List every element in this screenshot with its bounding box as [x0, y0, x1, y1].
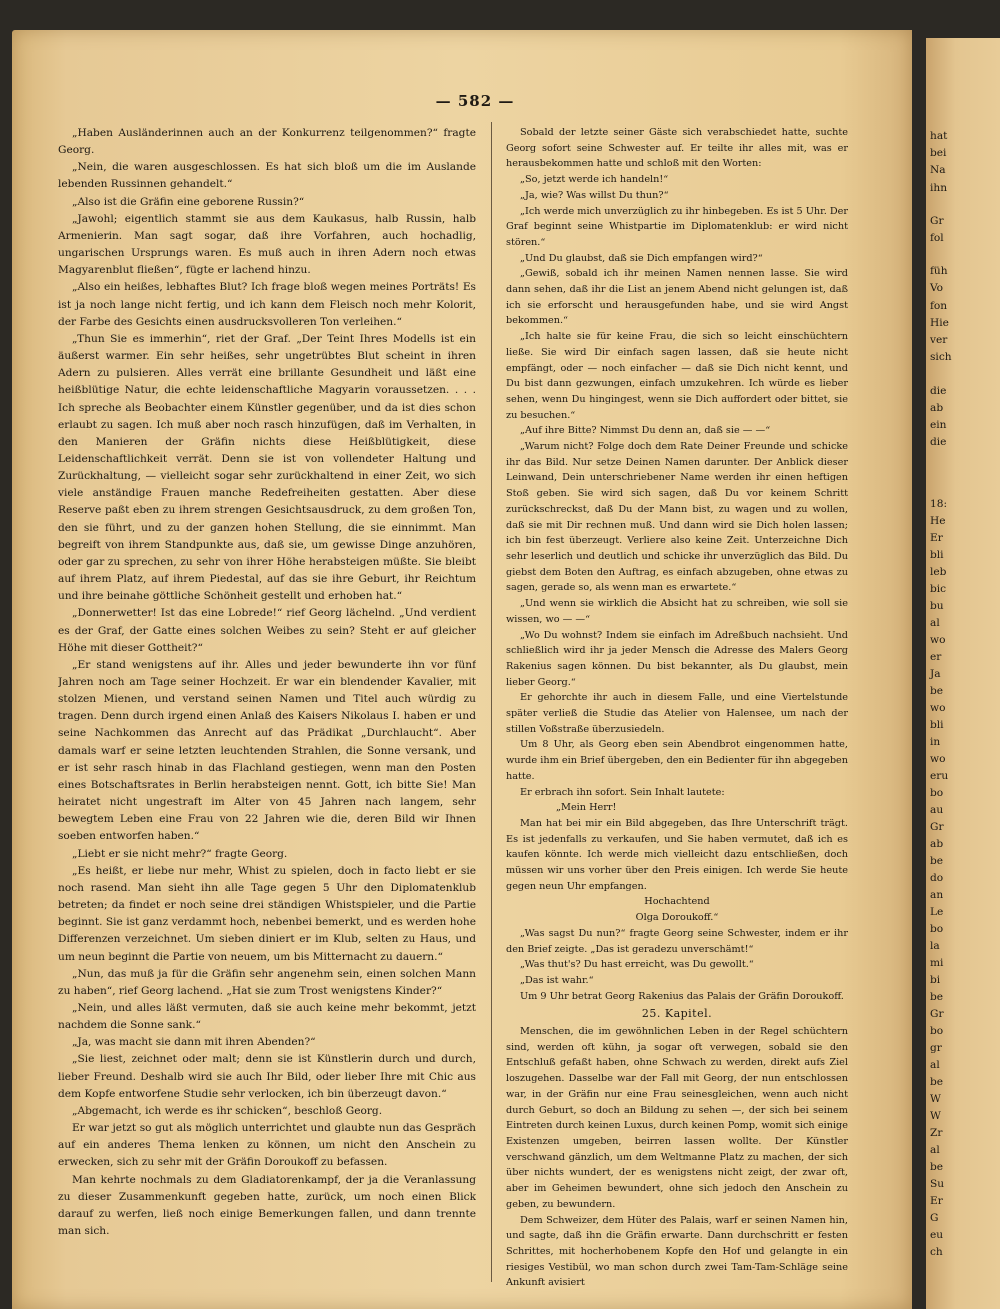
paragraph: „Sie liest, zeichnet oder malt; denn sie ist Künstlerin durch und durch, lieber Freund. Deshalb wird sie auch Ihr Bild, oder lieber Ihre mit Chic aus dem Kopfe entworfene Studie sehr verlocken, ich bin überzeugt davon.“ — [58, 1053, 476, 1100]
next-page-fragment: bo — [930, 787, 944, 799]
paragraph: „Also ein heißes, lebhaftes Blut? Ich frage bloß wegen meines Porträts! Es ist ja noch lange nicht fertig, und ich kann dem Fleisch noch mehr Kolorit, der Farbe des Gesichts einen ausdrucksvolleren Ton verleihen.“ — [58, 281, 476, 328]
next-page-fragment: bli — [930, 549, 944, 561]
paragraph: Dem Schweizer, dem Hüter des Palais, warf er seinen Namen hin, und sagte, daß ihn die Gräfin erwarte. Dann durchschritt er festen Schrittes, mit hocherhobenem Kopfe den Hof und gelangte in ein riesiges Vestibül, wo man schon durch zwei Tam-Tam-Schläge seine Ankunft avisiert — [506, 1214, 848, 1289]
next-page-fragment: wo — [930, 702, 946, 714]
paragraph: Man kehrte nochmals zu dem Gladiatorenkampf, der ja die Veranlassung zu dieser Zusammenkunft gegeben hatte, zurück, um noch einen Blick darauf zu werfen, ließ noch einige Bemerkungen fallen, und dann trennte man sich. — [58, 1173, 476, 1237]
next-page-fragment: eu — [930, 1229, 944, 1241]
next-page-fragment: Gr — [930, 1008, 944, 1020]
next-page-fragment: bei — [930, 147, 947, 159]
paragraph: Er erbrach ihn sofort. Sein Inhalt lautete: — [520, 786, 725, 798]
next-page-fragment: sich — [930, 351, 952, 363]
column-divider — [491, 122, 492, 1282]
next-page-edge — [926, 38, 1000, 1309]
next-page-fragment: be — [930, 1076, 944, 1088]
next-page-fragment: wo — [930, 634, 946, 646]
page-number: — 582 — — [435, 92, 515, 110]
next-page-fragment: do — [930, 872, 944, 884]
paragraph: „Das ist wahr.“ — [520, 974, 594, 986]
paragraph: „So, jetzt werde ich handeln!“ — [520, 174, 669, 186]
next-page-fragment: ch — [930, 1246, 943, 1258]
paragraph: „Abgemacht, ich werde es ihr schicken“, beschloß Georg. — [72, 1104, 383, 1117]
next-page-fragment: leb — [930, 566, 947, 578]
next-page-fragment: hat — [930, 130, 948, 142]
next-page-fragment: Na — [930, 164, 946, 176]
paragraph: „Wo Du wohnst? Indem sie einfach im Adreßbuch nachsieht. Und schließlich wird ihr ja jeder Mensch die Adresse des Malers Georg Rakenius sagen können. Du bist bekannter, als Du glaubst, mein lieber Georg.“ — [506, 629, 848, 688]
chapter-heading: 25. Kapitel. — [641, 1007, 713, 1021]
next-page-fragment: in — [930, 736, 941, 748]
letter-signature: Olga Doroukoff.“ — [635, 912, 719, 924]
next-page-fragment: Ja — [930, 668, 941, 680]
paragraph: Er war jetzt so gut als möglich unterrichtet und glaubte nun das Gespräch auf ein anderes Thema lenken zu können, um nicht den Anschein zu erwecken, sich zu sehr mit der Gräfin Doroukoff zu befassen. — [58, 1122, 476, 1169]
next-page-fragment: la — [930, 940, 940, 952]
next-page-fragment: füh — [930, 265, 948, 277]
next-page-fragment: mi — [930, 957, 944, 969]
next-page-fragment: Er — [930, 1195, 943, 1207]
paragraph: „Und Du glaubst, daß sie Dich empfangen wird?“ — [520, 252, 763, 264]
next-page-fragment: fol — [930, 232, 944, 244]
paragraph: „Was thut's? Du hast erreicht, was Du gewollt.“ — [520, 959, 754, 971]
paragraph: Sobald der letzte seiner Gäste sich verabschiedet hatte, suchte Georg sofort seine Schwester auf. Er teilte ihr alles mit, was er herausbekommen hatte und schloß mit den Worten: — [506, 127, 848, 170]
next-page-fragment: Zr — [930, 1127, 943, 1139]
next-page-fragment: bi — [930, 974, 941, 986]
paragraph: „Gewiß, sobald ich ihr meinen Namen nennen lasse. Sie wird dann sehen, daß ihr die List an jenem Abend nicht gelungen ist, daß ich sie erforscht und herausgefunden habe, und sie wird Angst bekommen.“ — [506, 268, 848, 327]
next-page-fragment: He — [930, 515, 946, 527]
next-page-fragment: Su — [930, 1178, 945, 1190]
next-page-fragment: ein — [930, 419, 947, 431]
next-page-fragment: W — [930, 1110, 941, 1122]
right-column — [506, 125, 848, 1290]
paragraph: „Liebt er sie nicht mehr?“ fragte Georg. — [72, 847, 288, 860]
next-page-fragment: eru — [930, 770, 949, 782]
next-page-fragment: ihn — [930, 182, 948, 194]
right-paragraphs-after-letter — [506, 926, 848, 1005]
paragraph: „Nein, die waren ausgeschlossen. Es hat sich bloß um die im Auslande lebenden Russinnen gehandelt.“ — [58, 161, 476, 191]
paragraph: Er gehorchte ihr auch in diesem Falle, und eine Viertelstunde später verließ die Studie das Atelier von Halensee, um nach der stillen Voßstraße überzusiedeln. — [506, 692, 848, 735]
next-page-fragment: be — [930, 1161, 944, 1173]
next-page-fragment: au — [930, 804, 944, 816]
next-page-fragment: Hie — [930, 317, 949, 329]
letter-salutation: „Mein Herr! — [556, 802, 617, 814]
paragraph: „Warum nicht? Folge doch dem Rate Deiner Freunde und schicke ihr das Bild. Nur setze Deinen Namen darunter. Der Anblick dieser Leinwand, Dein unterschriebener Name werden ihr einen heftigen Stoß geben. Sie wird sich sagen, daß Du vor keinem Schritt zurückschreckst, daß Du der Mann bist, zu wagen und zu wollen, daß sie mit Dir rechnen muß. Und dann wird sie Dich holen lassen; ich bin fest überzeugt. Verliere also keine Zeit. Unterzeichne Dich sehr leserlich und deutlich und schicke ihr unverzüglich das Bild. Du giebst dem Boten den Auftrag, es einfach abzugeben, ohne etwas zu sagen, gerade so, als wenn man es erwartete.“ — [506, 441, 848, 594]
paragraph: „Es heißt, er liebe nur mehr, Whist zu spielen, doch in facto liebt er sie noch rasend. Man sieht ihn alle Tage gegen 5 Uhr den Diplomatenklub betreten; da findet er noch seine drei ständigen Whistspieler, und die Partie beginnt. Sie ist ganz verdammt hoch, nebenbei bemerkt, und es werden hohe Differenzen verzeichnet. Um sieben diniert er im Klub, selten zu Haus, und um neun beginnt die Partie von neuem, um bis Mitternacht zu dauern.“ — [58, 864, 476, 963]
next-page-fragment: ab — [930, 402, 944, 414]
paragraph: Um 9 Uhr betrat Georg Rakenius das Palais der Gräfin Doroukoff. — [520, 990, 844, 1002]
next-page-fragment: Vo — [930, 282, 944, 294]
paragraph: „Ja, was macht sie dann mit ihren Abenden?“ — [72, 1036, 316, 1049]
next-page-fragment: Gr — [930, 821, 944, 833]
next-page-fragment: die — [930, 385, 947, 397]
paragraph: „Er stand wenigstens auf ihr. Alles und jeder bewunderte ihn vor fünf Jahren noch am Tage seiner Hochzeit. Er war ein blendender Kavalier, mit stolzen Mienen, und verstand seinen Namen und Titel auch würdig zu tragen. Denn durch irgend einen Anlaß des Kaisers Nikolaus I. haben er und seine Nachkommen das Anrecht auf das Prädikat „Durchlaucht“. Aber damals warf er seine letzten leuchtenden Strahlen, die Sonne versank, und er ist sehr rasch hinab in das Flachland gestiegen, wenn man den Posten eines Botschaftsrates in Berlin herabsteigen nennt. Gott, ich bitte Sie! Man heiratet nicht ungestraft im Alter von 45 Jahren nach langem, sehr bewegtem Leben eine Frau von 22 Jahren wie die, deren Bild wir Ihnen soeben entworfen haben.“ — [58, 658, 476, 843]
paragraph: Menschen, die im gewöhnlichen Leben in der Regel schüchtern sind, werden oft kühn, ja sogar oft verwegen, sobald sie den Entschluß gefaßt haben, ohne Schwach zu werden, direkt aufs Ziel loszugehen. Dasselbe war der Fall mit Georg, der nun entschlossen war, in der Gräfin nur eine Frau seinesgleichen, wenn auch nicht durch Geburt, so doch an Bildung zu sehen —, der sich bei seinem Eintreten durch keinen Luxus, durch keinen Pomp, womit sich einige Existenzen umgeben, beirren lassen wollte. Der Künstler verschwand gänzlich, um dem Weltmanne Platz zu machen, der sich über nichts wundert, der es wenigstens nicht zeigt, der zwar oft, aber im Geheimen bewundert, ohne sich jedoch den Anschein zu geben, zu bewundern. — [506, 1026, 848, 1210]
next-page-fragment: gr — [930, 1042, 942, 1054]
next-page-fragment: Le — [930, 906, 944, 918]
letter — [506, 800, 848, 926]
next-page-fragment: bo — [930, 923, 944, 935]
next-page-fragment: an — [930, 889, 944, 901]
next-page-fragment: be — [930, 991, 944, 1003]
next-page-fragment: ab — [930, 838, 944, 850]
paragraph: „Ja, wie? Was willst Du thun?“ — [520, 189, 669, 201]
paragraph: „Donnerwetter! Ist das eine Lobrede!“ rief Georg lächelnd. „Und verdient es der Graf, der Gatte eines solchen Weibes zu sein? Steht er auf gleicher Höhe mit dieser Gottheit?“ — [58, 607, 476, 654]
paragraph: „Jawohl; eigentlich stammt sie aus dem Kaukasus, halb Russin, halb Armenierin. Man sagt sogar, daß ihre Vorfahren, auch hochadlig, ungarischen Ursprungs waren. Es muß auch in ihren Adern noch etwas Magyarenblut fließen“, fügte er lachend hinzu. — [58, 212, 476, 277]
next-page-fragment: al — [930, 617, 940, 629]
letter-closing: Hochachtend — [644, 896, 710, 908]
next-page-fragment: be — [930, 855, 944, 867]
next-page-fragment: wo — [930, 753, 946, 765]
next-page-fragment: be — [930, 685, 944, 697]
paragraph: „Also ist die Gräfin eine geborene Russin?“ — [72, 195, 305, 208]
paragraph: Um 8 Uhr, als Georg eben sein Abendbrot eingenommen hatte, wurde ihm ein Brief übergeben, den ein Bedienter für ihn abgegeben hatte. — [506, 739, 848, 782]
next-page-fragment: Er — [930, 532, 943, 544]
next-page-fragment: bic — [930, 583, 947, 595]
paragraph: „Nun, das muß ja für die Gräfin sehr angenehm sein, einen solchen Mann zu haben“, rief Georg lachend. „Hat sie zum Trost wenigstens Kinder?“ — [58, 967, 476, 997]
next-page-fragment: Gr — [930, 215, 944, 227]
paragraph: „Haben Ausländerinnen auch an der Konkurrenz teilgenommen?“ fragte Georg. — [58, 127, 476, 157]
next-page-fragment: bu — [930, 600, 944, 612]
next-page-fragment: W — [930, 1093, 941, 1105]
paragraph: „Thun Sie es immerhin“, riet der Graf. „Der Teint Ihres Modells ist ein äußerst warmer. Ein sehr heißes, sehr ungetrübtes Blut scheint in ihren Adern zu pulsieren. Alles verrät eine brillante Gesundheit und läßt eine heißblütige Natur, die echte leidenschaftliche Magyarin voraussetzen. . . . Ich spreche als Beobachter einem Künstler gegenüber, und da ist dies schon erlaubt zu sagen. Ich muß aber noch rasch hinzufügen, daß im Verhalten, in den Manieren der Gräfin nichts diese Heißblütigkeit, diese Leidenschaftlichkeit verrät. Denn sie ist von vollendeter Haltung und Zurückhaltung, — vielleicht sogar sehr zurückhaltend in einer Zeit, wo sich viele anständige Frauen manche Redefreiheiten gestatten. Aber diese Reserve paßt eben zu ihrem strengen Gesichtsausdruck, zu dem großen Ton, den sie führt, und zu der ganzen hohen Stellung, die sie einnimmt. Man begreift von ihrem Standpunkte aus, daß sie, um gewisse Dinge anzuhören, oder gar zu sprechen, zu sehr von ihrer Höhe herabsteigen müßte. Sie bleibt auf ihrem Platz, auf ihrem Piedestal, auf das sie ihre Geburt, ihr Reichtum und ihre beinahe göttliche Schönheit gestellt und erhoben hat.“ — [58, 332, 476, 603]
right-paragraphs-before-letter — [506, 125, 848, 800]
next-page-fragment: 18: — [930, 498, 948, 510]
next-page-fragment: al — [930, 1144, 940, 1156]
letter-body: Man hat bei mir ein Bild abgegeben, das Ihre Unterschrift trägt. Es ist jedenfalls zu verkaufen, und Sie haben vermutet, daß ich es kaufen könnte. Ich werde mich vielleicht dazu entschließen, doch müssen wir uns vorher über den Preis einigen. Ich werde Sie heute gegen neun Uhr empfangen. — [506, 817, 848, 892]
right-paragraphs-chapter — [506, 1024, 848, 1290]
paragraph: „Nein, und alles läßt vermuten, daß sie auch keine mehr bekommt, jetzt nachdem die Sonne sank.“ — [58, 1001, 476, 1032]
next-page-fragment: er — [930, 651, 942, 663]
next-page-fragment: al — [930, 1059, 940, 1071]
paragraph: „Auf ihre Bitte? Nimmst Du denn an, daß sie — —“ — [520, 425, 771, 437]
paragraph: „Ich halte sie für keine Frau, die sich so leicht einschüchtern ließe. Sie wird Dir einfach sagen lassen, daß sie heute nicht empfängt, oder — noch einfacher — daß sie Dich nicht kennt, und Du bist dann gezwungen, einfach umzukehren. Ich würde es lieber sehen, wenn Du hingingest, wenn sie Dich auffordert oder bittet, sie zu besuchen.“ — [506, 331, 848, 421]
paragraph: „Ich werde mich unverzüglich zu ihr hinbegeben. Es ist 5 Uhr. Der Graf beginnt seine Whistpartie im Diplomatenklub: er wird nicht stören.“ — [506, 205, 848, 248]
paragraph: „Was sagst Du nun?“ fragte Georg seine Schwester, indem er ihr den Brief zeigte. „Das ist geradezu unverschämt!“ — [506, 927, 848, 955]
next-page-fragment: bo — [930, 1025, 944, 1037]
next-page-fragment: bli — [930, 719, 944, 731]
next-page-fragment: ver — [930, 334, 948, 346]
next-page-fragment: fon — [930, 300, 948, 312]
paragraph: „Und wenn sie wirklich die Absicht hat zu schreiben, wie soll sie wissen, wo — —“ — [506, 598, 848, 625]
left-column — [58, 125, 476, 1290]
next-page-fragment: G — [930, 1212, 939, 1224]
next-page-fragment: die — [930, 436, 947, 448]
